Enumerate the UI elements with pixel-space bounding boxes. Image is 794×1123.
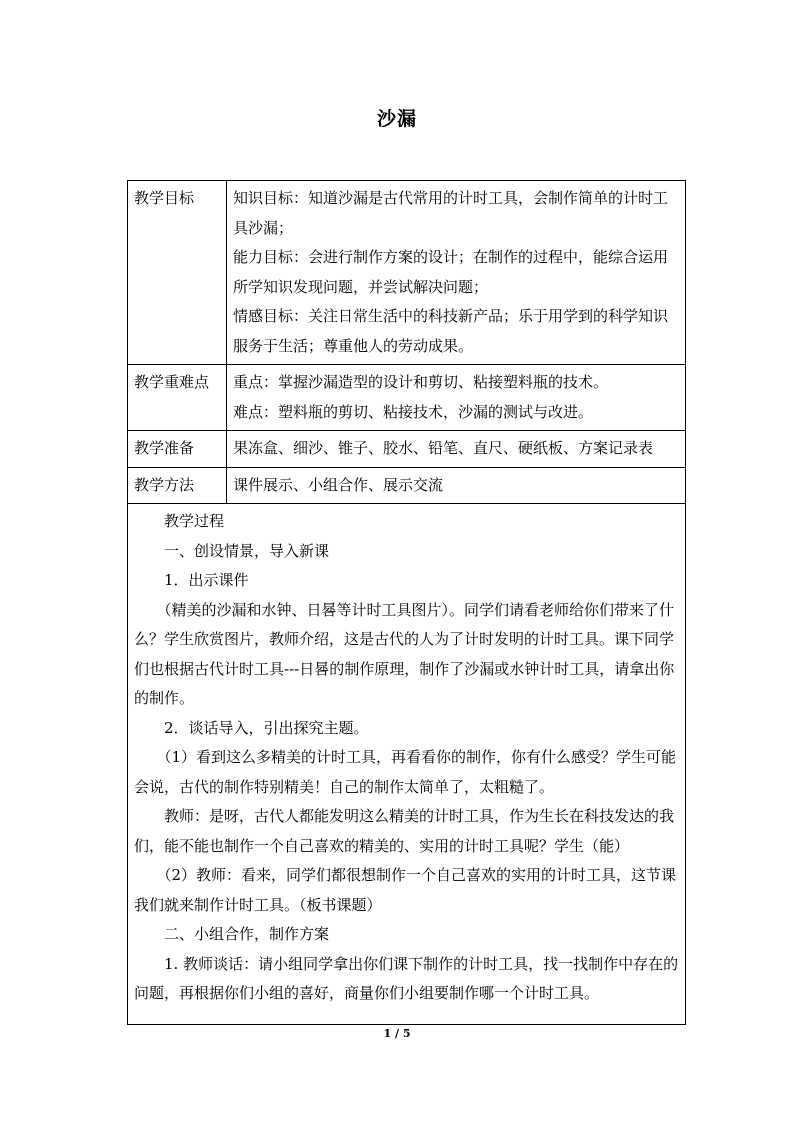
objective-ability: 能力目标：会进行制作方案的设计；在制作的过程中，能综合运用所学知识发现问题，并尝试解决问题；	[233, 248, 669, 296]
difficult-point: 难点：塑料瓶的剪切、粘接技术，沙漏的测试与改进。	[233, 402, 594, 421]
row-label-methods: 教学方法	[128, 467, 227, 504]
table-row	[128, 467, 686, 504]
paragraph-4: （2）教师：看来，同学们都很想制作一个自己喜欢的实用的计时工具，这节课我们就来制作计时工具。（板书课题）	[134, 866, 677, 914]
row-label-objectives: 教学目标	[128, 181, 227, 365]
section-heading-2: 二、小组合作，制作方案	[164, 925, 330, 943]
lesson-plan-table	[127, 180, 686, 1025]
objective-knowledge: 知识目标：知道沙漏是古代常用的计时工具，会制作简单的计时工具沙漏；	[233, 189, 669, 237]
process-heading: 教学过程	[164, 512, 225, 530]
row-content-key-points	[227, 365, 686, 431]
row-content-objectives	[227, 181, 686, 365]
paragraph-1: （精美的沙漏和水钟、日晷等计时工具图片）。同学们请看老师给你们带来了什么？学生欣赏图片，教师介绍，这是古代的人为了计时发明的计时工具。课下同学们也根据古代计时工具---日晷的制作原理，制作了沙漏或水钟计时工具，请拿出你的制作。	[134, 600, 675, 707]
page-title: 沙漏	[376, 108, 417, 130]
table-row	[128, 181, 686, 365]
paragraph-2: （1）看到这么多精美的计时工具，再看看你的制作，你有什么感受？学生可能会说，古代的制作特别精美！自己的制作太简单了，太粗糙了。	[134, 748, 677, 796]
paragraph-5: 1. 教师谈话：请小组同学拿出你们课下制作的计时工具，找一找制作中存在的问题，再根据你们小组的喜好，商量你们小组要制作哪一个计时工具。	[134, 954, 679, 1002]
table-row	[128, 431, 686, 468]
row-label-preparation: 教学准备	[128, 431, 227, 468]
row-content-methods: 课件展示、小组合作、展示交流	[227, 467, 686, 504]
teaching-process-cell	[128, 504, 686, 1025]
objective-emotion: 情感目标：关注日常生活中的科技新产品；乐于用学到的科学知识服务于生活；尊重他人的劳动成果。	[233, 307, 669, 355]
row-content-preparation: 果冻盒、细沙、锥子、胶水、铅笔、直尺、硬纸板、方案记录表	[227, 431, 686, 468]
table-row	[128, 504, 686, 1025]
item-heading-2: 2．谈话导入，引出探究主题。	[164, 718, 369, 737]
item-heading-1: 1．出示课件	[164, 571, 249, 589]
key-point: 重点：掌握沙漏造型的设计和剪切、粘接塑料瓶的技术。	[233, 373, 609, 391]
paragraph-3: 教师：是呀，古代人都能发明这么精美的计时工具，作为生长在科技发达的我们，能不能也制作一个自己喜欢的精美的、实用的计时工具呢？学生（能）	[134, 807, 675, 855]
table-row	[128, 365, 686, 431]
page-number: 1 / 5	[383, 1027, 411, 1040]
section-heading-1: 一、创设情景，导入新课	[164, 541, 330, 560]
row-label-key-points: 教学重难点	[128, 365, 227, 431]
